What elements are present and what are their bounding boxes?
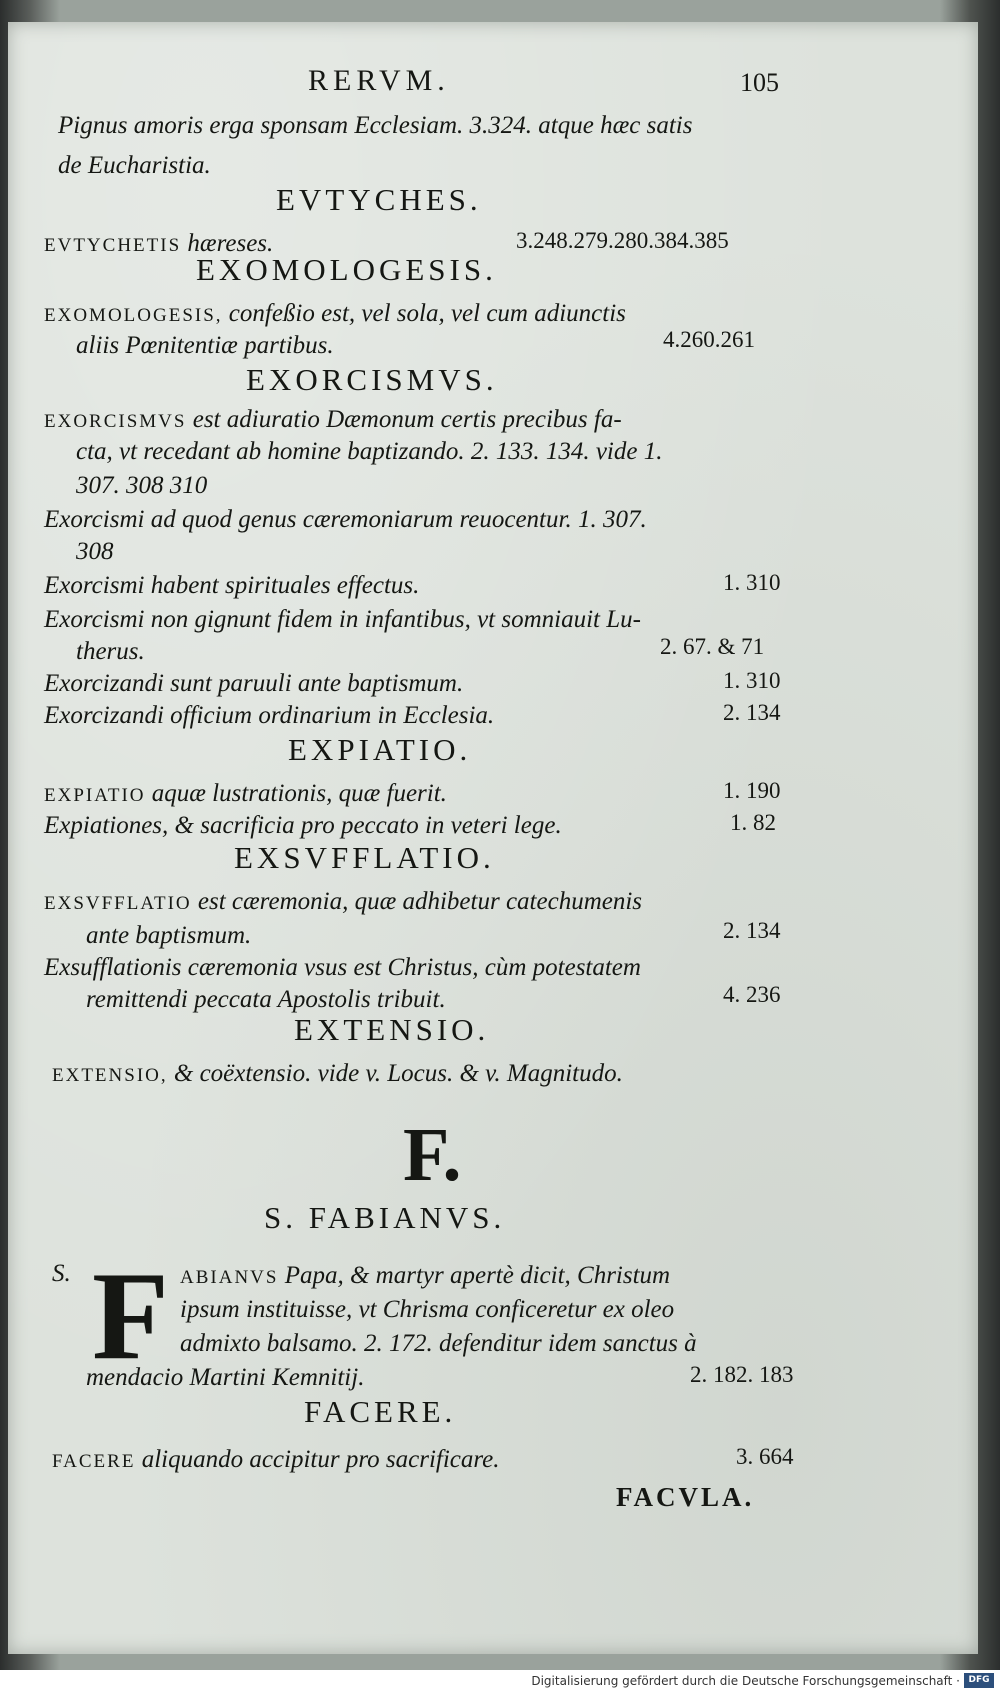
entry-line: Exorcismi ad quod genus cæremoniarum reuocentur. 1. 307. — [44, 506, 647, 533]
entry-line: Exsufflationis cæremonia vsus est Christus, cùm potestatem — [44, 954, 641, 981]
entry-line: mendacio Martini Kemnitij. — [86, 1364, 365, 1391]
entry-line: EXORCISMVS est adiuratio Dæmonum certis precibus fa- — [44, 406, 622, 433]
running-title: RERVM. — [308, 64, 450, 97]
entry-line: 307. 308 310 — [76, 472, 208, 499]
entry-line: Exorcismi habent spirituales effectus. — [44, 572, 420, 599]
section-heading: EXPIATIO. — [288, 732, 472, 767]
entry-line: 308 — [76, 538, 114, 565]
entry-line: EXPIATIO aquæ lustrationis, quæ fuerit. — [44, 780, 447, 807]
page-reference: 2. 134 — [723, 700, 781, 725]
entry-line: remittendi peccata Apostolis tribuit. — [86, 986, 446, 1013]
catchword: FACVLA. — [616, 1482, 755, 1512]
entry-line: de Eucharistia. — [58, 152, 211, 179]
page-reference: 2. 134 — [723, 918, 781, 943]
page-reference: 3. 664 — [736, 1444, 794, 1469]
marginal-s: S. — [52, 1260, 71, 1287]
letter-heading: F. — [403, 1113, 462, 1197]
entry-line: cta, vt recedant ab homine baptizando. 2. 133. 134. vide 1. — [76, 438, 663, 465]
page-reference: 1. 82 — [730, 810, 776, 835]
section-heading: EVTYCHES. — [276, 182, 482, 217]
section-heading: EXOMOLOGESIS. — [196, 252, 497, 287]
entry-line: admixto balsamo. 2. 172. defenditur idem sanctus à — [180, 1330, 697, 1357]
entry-line: FACERE aliquando accipitur pro sacrificare. — [52, 1446, 500, 1473]
entry-line: Pignus amoris erga sponsam Ecclesiam. 3.324. atque hæc satis — [58, 112, 693, 139]
page-reference: 2. 182. 183 — [690, 1362, 794, 1387]
page-reference: 4. 236 — [723, 982, 781, 1007]
entry-line: EXOMOLOGESIS, confeßio est, vel sola, vel cum adiunctis — [44, 300, 626, 327]
entry-line: EXTENSIO, & coëxtensio. vide v. Locus. & v. Magnitudo. — [52, 1060, 623, 1087]
digitization-credit: Digitalisierung gefördert durch die Deutsche Forschungsgemeinschaft · — [531, 1674, 960, 1688]
page-reference: 1. 310 — [723, 668, 781, 693]
section-heading: S. FABIANVS. — [264, 1200, 506, 1235]
entry-line: ipsum instituisse, vt Chrisma conficeretur ex oleo — [180, 1296, 675, 1323]
page-reference: 1. 310 — [723, 570, 781, 595]
dfg-logo: DFG — [964, 1673, 994, 1688]
section-heading: EXORCISMVS. — [246, 362, 498, 397]
section-heading: FACERE. — [304, 1394, 457, 1429]
entry-line: aliis Pœnitentiæ partibus. — [76, 332, 334, 359]
drop-cap: F — [92, 1247, 169, 1386]
page-reference: 4.260.261 — [663, 327, 755, 352]
entry-line: Expiationes, & sacrificia pro peccato in veteri lege. — [44, 812, 562, 839]
page-reference: 3.248.279.280.384.385 — [516, 228, 729, 253]
section-heading: EXSVFFLATIO. — [234, 840, 495, 875]
entry-line: therus. — [76, 638, 145, 665]
page-number: 105 — [740, 68, 779, 97]
entry-line: EVTYCHETIS hæreses. — [44, 230, 274, 257]
book-page — [8, 22, 978, 1654]
entry-line: ante baptismum. — [86, 922, 252, 949]
entry-line: ABIANVS Papa, & martyr apertè dicit, Christum — [180, 1262, 671, 1289]
page-reference: 2. 67. & 71 — [660, 634, 765, 659]
entry-line: Exorcizandi officium ordinarium in Ecclesia. — [44, 702, 495, 729]
entry-line: EXSVFFLATIO est cæremonia, quæ adhibetur catechumenis — [44, 888, 643, 915]
page-reference: 1. 190 — [723, 778, 781, 803]
entry-line: Exorcizandi sunt paruuli ante baptismum. — [44, 670, 464, 697]
section-heading: EXTENSIO. — [294, 1012, 490, 1047]
entry-line: Exorcismi non gignunt fidem in infantibus, vt somniauit Lu- — [44, 606, 641, 633]
